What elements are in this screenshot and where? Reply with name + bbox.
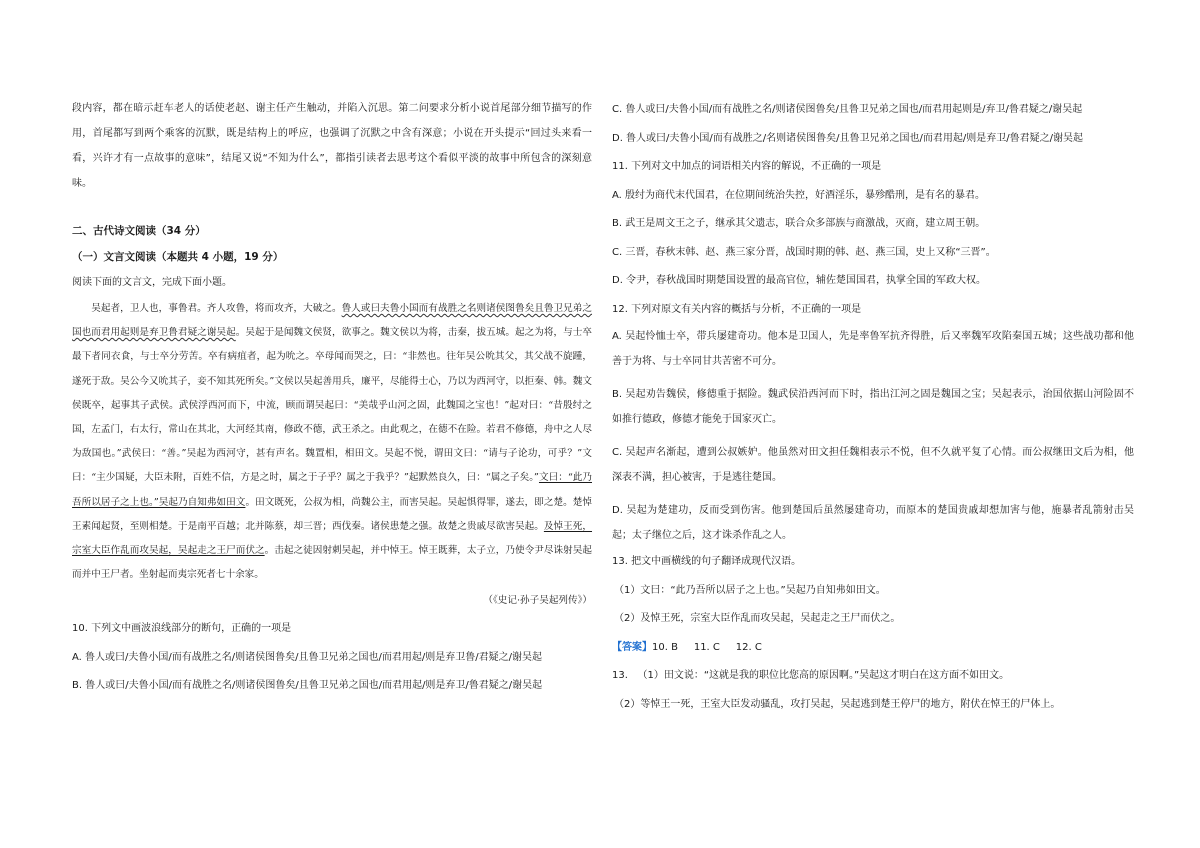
underlined-sentence-2: 及悼王死，宗室大臣作乱而攻吴起，吴起走之王尸而伏之 <box>72 520 593 557</box>
question-12-option-c: C. 吴起声名渐起，遭到公叔嫉妒。他虽然对田文担任魏相表示不悦，但不久就平复了心情。而公叔继田文后为相，他深表不满，担心被害，于是逃往楚国。 <box>612 447 1134 483</box>
answer-line <box>612 634 1134 663</box>
answer-choices: 10. B 11. C 12. C <box>652 641 762 653</box>
reading-instruction: 阅读下面的文言文，完成下面小题。 <box>72 277 232 288</box>
section-title: 二、古代诗文阅读（34 分） <box>72 225 206 237</box>
right-column <box>612 96 1134 719</box>
intro-paragraph: 段内容，都在暗示赶车老人的话使老赵、谢主任产生触动，并陷入沉思。第二问要求分析小说首尾部分细节描写的作用，首尾都写到两个乘客的沉默，既是结构上的呼应，也强调了沉默之中含有深意；小说在开头提示“回过头来看一看，兴许才有一点故事的意味”，结尾又说“不知为什么”，都指引读者去思考这个看似平淡的故事中所包含的深刻意味。 <box>72 103 592 189</box>
question-13: 13. 把文中画横线的句子翻译成现代汉语。 <box>612 556 802 567</box>
question-10: 10. 下列文中画波浪线部分的断句，正确的一项是 <box>72 623 292 635</box>
question-13-part-1: （1）文曰：“此乃吾所以居子之上也。”吴起乃自知弗如田文。 <box>614 584 886 596</box>
left-column <box>72 96 592 701</box>
question-11-option-d: D. 令尹，春秋战国时期楚国设置的最高官位，辅佐楚国国君，执掌全国的军政大权。 <box>612 275 987 286</box>
question-11-option-b: B. 武王是周文王之子，继承其父遗志，联合众多部族与商激战，灭商，建立周王朝。 <box>612 218 986 229</box>
question-12-option-b: B. 吴起劝告魏侯，修德重于据险。魏武侯沿西河而下时，指出江河之固是魏国之宝；吴起表示，治国依据山河险固不如推行德政，修德才能免于国家灭亡。 <box>612 389 1134 425</box>
answer-13-part-2: （2）等悼王一死，王室大臣发动骚乱，攻打吴起，吴起逃到楚王停尸的地方，附伏在悼王的尸体上。 <box>614 698 1061 710</box>
question-11-option-a: A. 殷纣为商代末代国君，在位期间统治失控，好酒淫乐，暴殄酷刑，是有名的暴君。 <box>612 189 986 201</box>
passage-source: （《史记·孙子吴起列传》） <box>483 595 592 607</box>
passage-part-3: 。田文既死，公叔为相，尚魏公主，而害吴起。吴起惧得罪，遂去，即之楚。楚悼王素闻起贤，至则相楚。于是南平百越；北并陈蔡，却三晋；西伐秦。诸侯患楚之强。故楚之贵戚尽欲害吴起。 <box>72 496 592 532</box>
underlined-sentence-1: 文曰：“此乃吾所以居子之上也。”吴起乃自知弗如田文 <box>72 472 592 508</box>
subsection-title: （一）文言文阅读（本题共 4 小题，19 分） <box>72 251 284 263</box>
question-12-option-a: A. 吴起怜恤士卒，带兵屡建奇功。他本是卫国人，先是率鲁军抗齐得胜，后又率魏军攻陷秦国五城；这些战功都和他善于为将、与士卒同甘共苦密不可分。 <box>612 331 1134 367</box>
question-10-option-c: C. 鲁人或曰/夫鲁小国/而有战胜之名/则诸侯图鲁矣/且鲁卫兄弟之国也/而君用起则是/弃卫/鲁君疑之/谢吴起 <box>612 104 1083 115</box>
question-11-option-c: C. 三晋，春秋末韩、赵、燕三家分晋，战国时期的韩、赵、燕三国，史上又称“三晋”。 <box>612 246 996 258</box>
answer-13-number: 13. <box>612 670 628 681</box>
question-12-option-d: D. 吴起为楚建功，反而受到伤害。他到楚国后虽然屡建奇功，而原本的楚国贵戚却想加害与他，施暴者乱箭射击吴起；太子继位之后，这才诛杀作乱之人。 <box>612 505 1134 541</box>
question-10-option-b: B. 鲁人或曰/夫鲁小国/而有战胜之名/则诸侯图鲁矣/且鲁卫兄弟之国也/而君用起/则是弃卫/鲁君疑之/谢吴起 <box>72 680 543 692</box>
question-12: 12. 下列对原文有关内容的概括与分析，不正确的一项是 <box>612 303 862 315</box>
question-11: 11. 下列对文中加点的词语相关内容的解说，不正确的一项是 <box>612 161 882 172</box>
question-13-part-2: （2）及悼王死，宗室大臣作乱而攻吴起，吴起走之王尸而伏之。 <box>614 613 901 624</box>
classical-passage <box>72 297 592 587</box>
answer-tag: 【答案】 <box>612 641 652 653</box>
passage-part-2: 。吴起于是闻魏文侯贤，欲事之。魏文侯以为将，击秦，拔五城。起之为将，与士卒最下者同衣食，与士卒分劳苦。卒有病疽者，起为吮之。卒母闻而哭之，曰：“非然也。往年吴公吮其父，其父战不旋踵，遂死于敌。吴公今又吮其子，妾不知其死所矣。”文侯以吴起善用兵，廉平，尽能得士心，乃以为西河守，以拒秦、韩。魏文侯既卒，起事其子武侯。武侯浮西河而下，中流，顾而谓吴起曰：“美哉乎山河之固，此魏国之宝也！”起对曰：“昔殷纣之国，左孟门，右太行，常山在其北，大河经其南，修政不德，武王杀之。由此观之，在德不在险。若君不修德，舟中之人尽为敌国也。”武侯曰：“善。”吴起为西河守，甚有声名。魏置相，相田文。吴起不悦，谓田文曰：“请与子论功，可乎？”文曰：“主少国疑，大臣未附，百姓不信，方是之时，属之于子乎？属之于我乎？”起默然良久，曰：“属之子矣。” <box>72 327 593 484</box>
answer-13-part-1-text: （1）田文说：“这就是我的职位比您高的原因啊。”吴起这才明白在这方面不如田文。 <box>637 670 1010 681</box>
passage-part-1: 吴起者，卫人也，事鲁君。齐人攻鲁，将而攻齐，大破之。 <box>91 303 342 314</box>
wavy-underlined-sentence: 鲁人或曰夫鲁小国而有战胜之名则诸侯图鲁矣且鲁卫兄弟之国也而君用起则是弃卫鲁君疑之谢吴起 <box>72 303 593 339</box>
question-10-option-d: D. 鲁人或曰/夫鲁小国/而有战胜之/名则诸侯图鲁矣/且鲁卫兄弟之国也/而君用起/则是弃卫/鲁君疑之/谢吴起 <box>612 132 1084 144</box>
passage-part-4: 。击起之徒因射刺吴起，并中悼王。悼王既葬，太子立，乃使令尹尽诛射吴起而并中王尸者。坐射起而夷宗死者七十余家。 <box>72 545 593 581</box>
answer-13-part-1 <box>612 662 1134 691</box>
question-10-option-a: A. 鲁人或曰/夫鲁小国/而有战胜之名/则诸侯图鲁矣/且鲁卫兄弟之国也/而君用起/则是弃卫鲁/君疑之/谢吴起 <box>72 651 542 663</box>
